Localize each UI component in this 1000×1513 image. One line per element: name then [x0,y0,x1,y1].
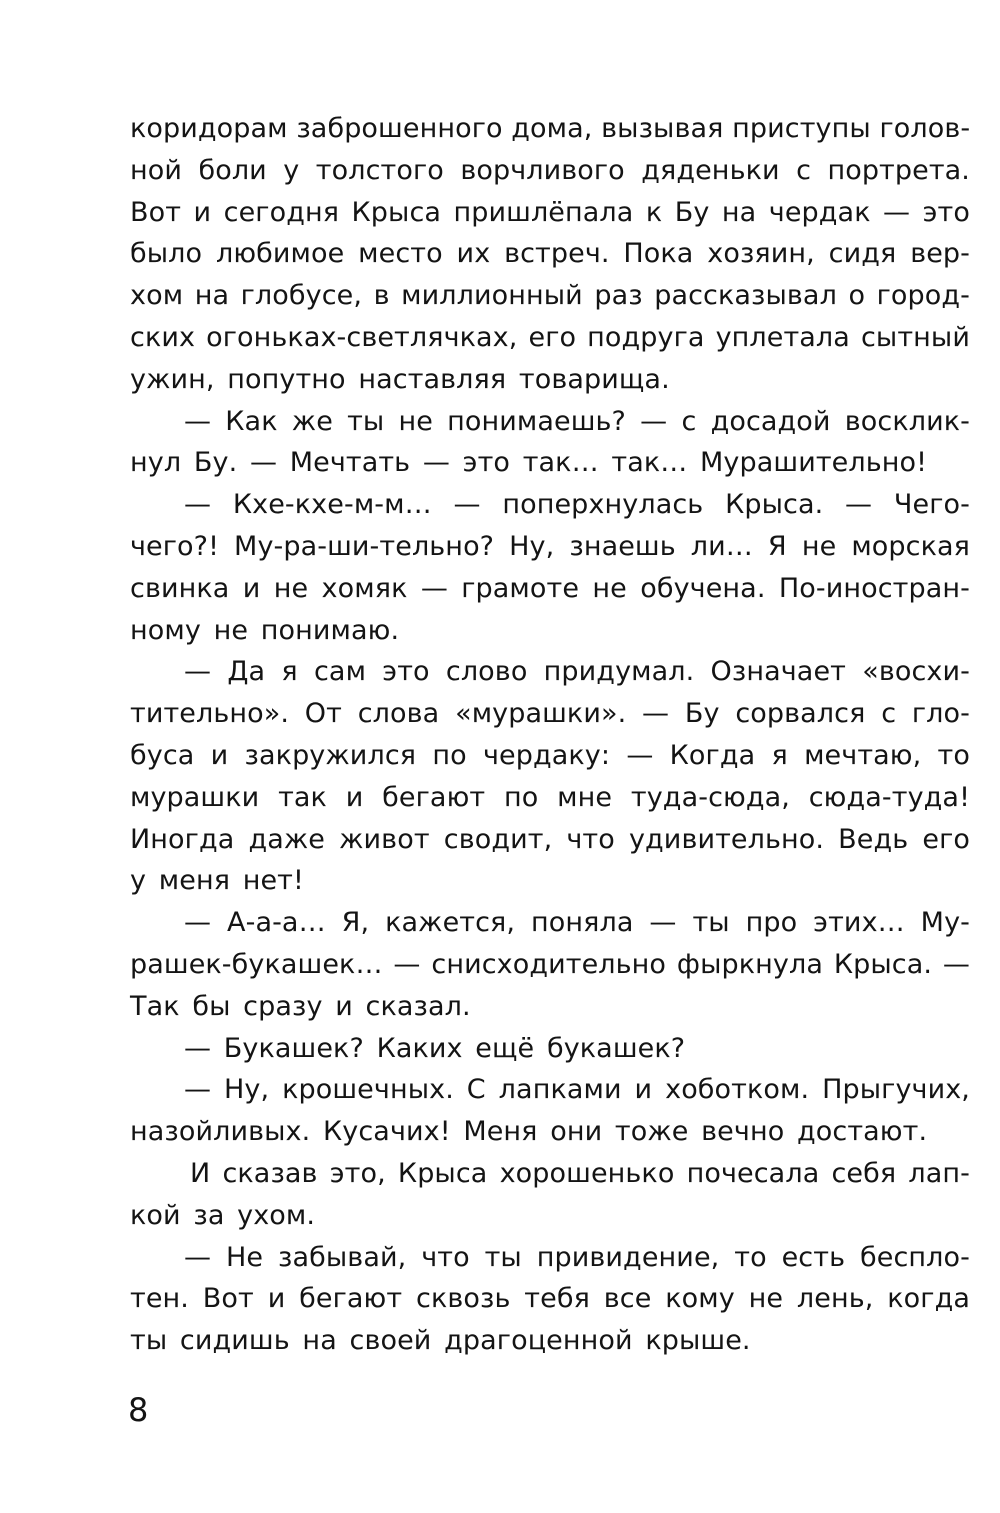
text-line: у меня нет! [130,865,304,897]
text-line: И сказав это, Крыса хорошенько почесала себя лап- [190,1157,970,1189]
text-line: — Не забывай, что ты привидение, то есть беспло- [184,1241,970,1273]
text-line: ужин, попутно наставляя товарища. [130,363,670,395]
text-line: — Букашек? Каких ещё букашек? [184,1032,686,1064]
text-line: кой за ухом. [130,1199,316,1231]
text-line: Так бы сразу и сказал. [130,990,471,1022]
text-line: Вот и сегодня Крыса пришлёпала к Бу на чердак — это [130,196,970,228]
text-line: ских огоньках-светлячках, его подруга уплетала сытный [130,321,970,353]
text-line: ной боли у толстого ворчливого дяденьки с портрета. [130,154,970,186]
text-line: тительно». От слова «мурашки». — Бу сорвался с гло- [130,698,970,730]
text-line: буса и закружился по чердаку: — Когда я мечтаю, то [130,739,970,771]
text-line: — Ну, крошечных. С лапками и хоботком. Прыгучих, [184,1074,970,1106]
text-line: хом на глобусе, в миллионный раз рассказывал о город- [130,280,970,312]
text-line: — Кхе-кхе-м-м… — поперхнулась Крыса. — Чего- [184,489,970,521]
text-line: было любимое место их встреч. Пока хозяин, сидя вер- [130,238,970,270]
page-number: 8 [128,1391,149,1429]
text-line: нул Бу. — Мечтать — это так… так… Мурашительно! [130,447,928,479]
text-line: — Да я сам это слово придумал. Означает «восхи- [184,656,970,688]
text-line: рашек-букашек… — снисходительно фыркнула Крыса. — [130,948,970,980]
text-line: чего?! Му-ра-ши-тельно? Ну, знаешь ли… Я не морская [130,530,970,562]
text-line: — А-а-а… Я, кажется, поняла — ты про этих… Му- [184,907,970,939]
text-line: Иногда даже живот сводит, что удивительно. Ведь его [130,823,970,855]
page-text [130,108,970,1362]
text-line: — Как же ты не понимаешь? — с досадой восклик- [184,405,970,437]
text-line: мурашки так и бегают по мне туда-сюда, сюда-туда! [130,781,970,813]
text-line: тен. Вот и бегают сквозь тебя все кому не лень, когда [130,1283,970,1315]
text-line: назойливых. Кусачих! Меня они тоже вечно достают. [130,1116,928,1148]
text-line: свинка и не хомяк — грамоте не обучена. По-иностран- [130,572,970,604]
text-line: ты сидишь на своей драгоценной крыше. [130,1325,751,1357]
text-line: коридорам заброшенного дома, вызывая приступы голов- [130,113,971,144]
text-line: ному не понимаю. [130,614,400,646]
